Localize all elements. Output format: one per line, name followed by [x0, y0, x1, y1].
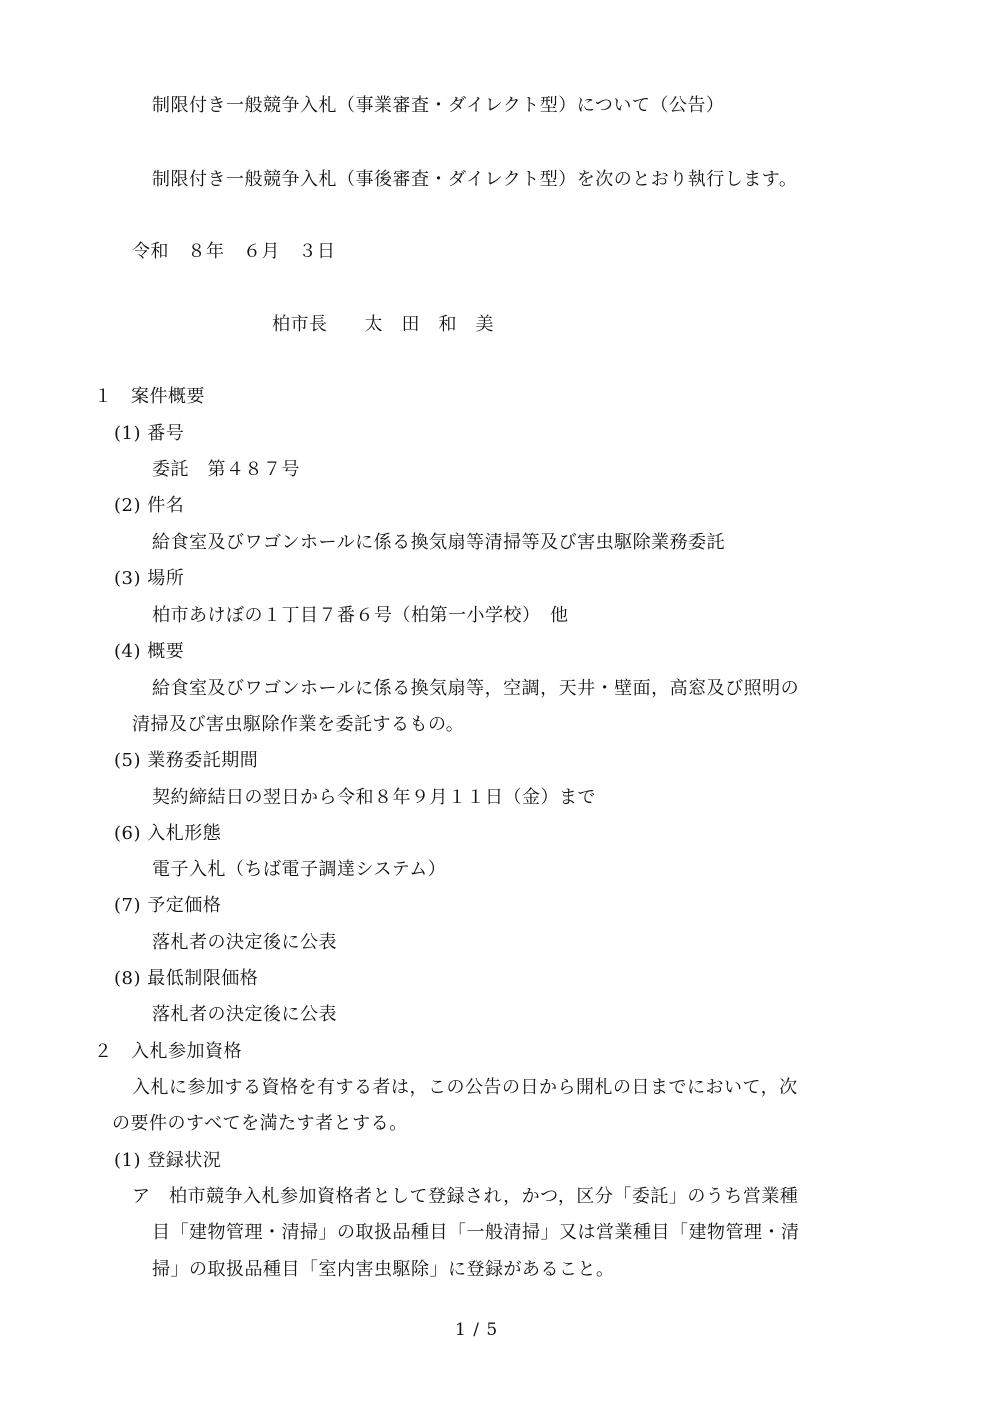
item-2-label: (2) 件名 — [114, 495, 185, 516]
item-a-line-1: ア 柏市競争入札参加資格者として登録され，かつ，区分「委託」のうち営業種 — [132, 1186, 799, 1207]
item-3-label: (3) 場所 — [114, 568, 185, 589]
section-2-heading: ２ 入札参加資格 — [94, 1041, 242, 1062]
item-a-line-2: 目「建物管理・清掃」の取扱品種目「一般清掃」又は営業種目「建物管理・清 — [152, 1222, 800, 1243]
document-title: 制限付き一般競争入札（事業審査・ダイレクト型）について（公告） — [152, 95, 725, 116]
item-6-label: (6) 入札形態 — [114, 823, 222, 844]
section-1-heading: １ 案件概要 — [94, 386, 205, 407]
item-1-value: 委託 第４８７号 — [152, 459, 300, 480]
item-5-label: (5) 業務委託期間 — [114, 750, 259, 771]
item-a-line-3: 掃」の取扱品種目「室内害虫駆除」に登録があること。 — [152, 1259, 615, 1280]
item-1-label: (1) 番号 — [114, 423, 185, 444]
item-4-value-line-2: 清掃及び害虫駆除作業を委託するもの。 — [132, 714, 465, 735]
item-8-value: 落札者の決定後に公表 — [152, 1004, 337, 1025]
item-4-value-line-1: 給食室及びワゴンホールに係る換気扇等，空調，天井・壁面，高窓及び照明の — [152, 678, 800, 699]
item-7-label: (7) 予定価格 — [114, 895, 222, 916]
item-6-value: 電子入札（ちば電子調達システム） — [152, 859, 447, 880]
issuer-name: 柏市長 太 田 和 美 — [272, 314, 494, 335]
page-number: 1 / 5 — [455, 1320, 499, 1340]
item-7-value: 落札者の決定後に公表 — [152, 932, 337, 953]
section-2-intro-line-1: 入札に参加する資格を有する者は，この公告の日から開札の日までにおいて，次 — [132, 1077, 798, 1098]
item-8-label: (8) 最低制限価格 — [114, 968, 259, 989]
item-3-value: 柏市あけぼの１丁目７番６号（柏第一小学校） 他 — [152, 605, 569, 626]
item-5-value: 契約締結日の翌日から令和８年９月１１日（金）まで — [152, 787, 596, 808]
sub-1-label: (1) 登録状況 — [114, 1150, 222, 1171]
item-4-label: (4) 概要 — [114, 641, 185, 662]
notice-date: 令和 ８年 ６月 ３日 — [132, 241, 336, 262]
item-2-value: 給食室及びワゴンホールに係る換気扇等清掃等及び害虫駆除業務委託 — [152, 532, 726, 553]
intro-text: 制限付き一般競争入札（事後審査・ダイレクト型）を次のとおり執行します。 — [152, 169, 798, 190]
section-2-intro-line-2: の要件のすべてを満たす者とする。 — [112, 1113, 408, 1134]
